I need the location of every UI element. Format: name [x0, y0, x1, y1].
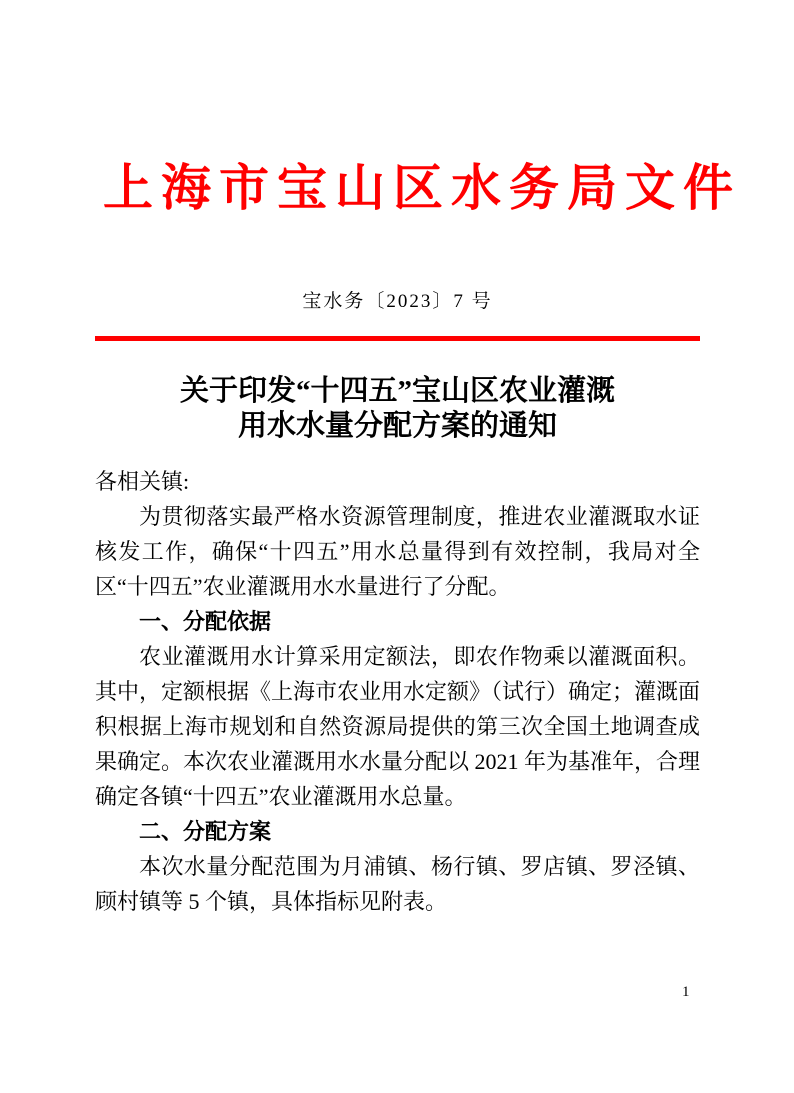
- salutation: 各相关镇:: [95, 469, 190, 494]
- document-body: [95, 464, 700, 919]
- intro-paragraph: 为贯彻落实最严格水资源管理制度，推进农业灌溉取水证核发工作，确保“十四五”用水总量得到有效控制，我局对全区“十四五”农业灌溉用水水量进行了分配。: [95, 504, 700, 599]
- red-divider-line: [95, 336, 700, 341]
- document-content: [95, 0, 741, 919]
- section-1-heading: 一、分配依据: [139, 609, 272, 634]
- document-title-line2: 用水水量分配方案的通知: [237, 410, 557, 442]
- section-1-paragraph: 农业灌溉用水计算采用定额法，即农作物乘以灌溉面积。其中，定额根据《上海市农业用水定额》（试行）确定；灌溉面积根据上海市规划和自然资源局提供的第三次全国土地调查成果确定。本次农业灌溉用水水量分配以 2021 年为基准年，合理确定各镇“十四五”农业灌溉用水总量。: [95, 644, 701, 809]
- section-2-heading: 二、分配方案: [139, 819, 272, 844]
- document-title: [95, 374, 700, 444]
- section-2-paragraph: 本次水量分配范围为月浦镇、杨行镇、罗店镇、罗泾镇、顾村镇等 5 个镇，具体指标见附表。: [95, 854, 700, 914]
- document-number: 宝水务〔2023〕7 号: [302, 291, 493, 312]
- page-number: 1: [682, 984, 690, 1000]
- document-title-line1: 关于印发“十四五”宝山区农业灌溉: [179, 375, 615, 407]
- agency-header-title: 上海市宝山区水务局文件: [103, 160, 741, 216]
